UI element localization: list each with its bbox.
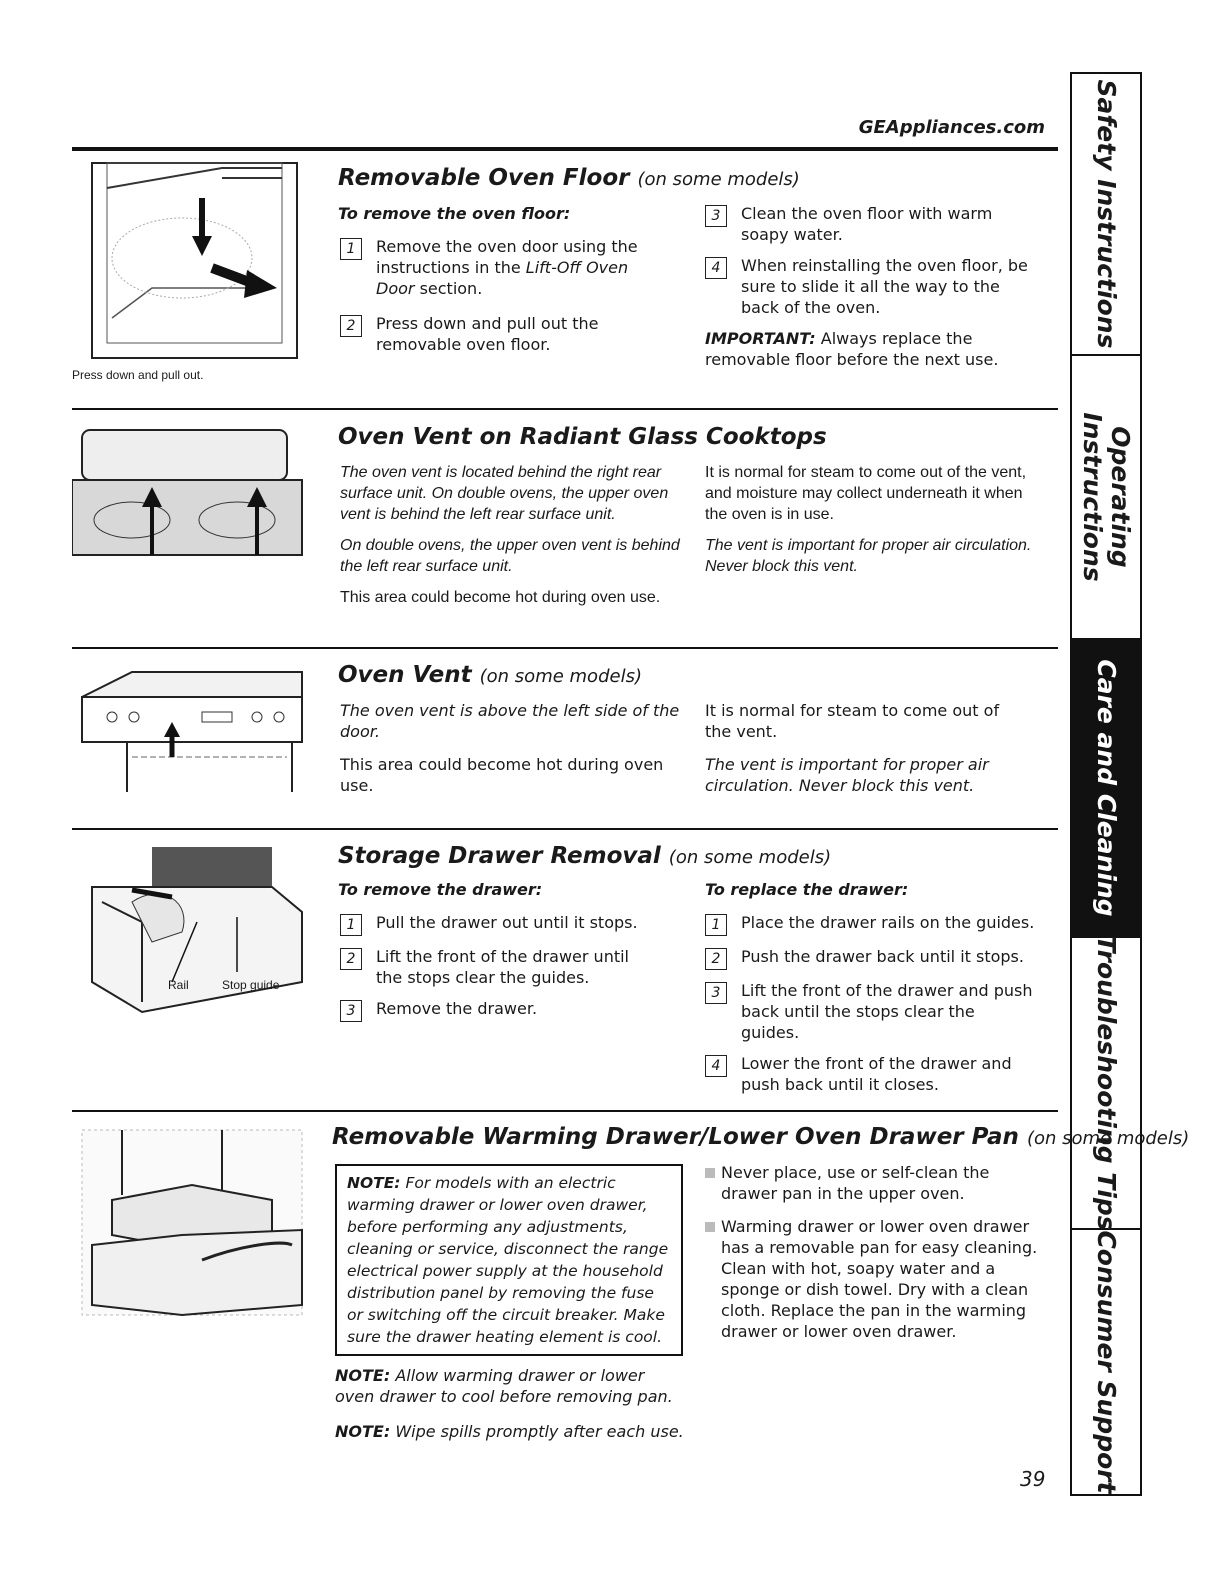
floor-step-3: 3 Clean the oven floor with warm soapy water.	[705, 203, 1035, 245]
glass-p5: The vent is important for proper air circulation. Never block this vent.	[705, 537, 1032, 575]
stop-guide-label: Stop guide	[222, 978, 280, 992]
drawer-replace-step-3: 3 Lift the front of the drawer and push back until the stops clear the guides.	[705, 980, 1035, 1043]
page-number: 39	[1020, 1467, 1046, 1491]
step-number: 3	[705, 982, 727, 1004]
glass-left-col	[340, 462, 680, 608]
vent-p4: The vent is important for proper air circulation. Never block this vent.	[705, 755, 989, 795]
step-number: 2	[705, 948, 727, 970]
tab-consumer-support[interactable]	[1072, 1230, 1140, 1494]
vent-right-col	[705, 700, 1005, 796]
vent-left-col	[340, 700, 680, 796]
tab-safety-instructions[interactable]	[1072, 74, 1140, 356]
warming-drawer-illustration	[72, 1125, 317, 1325]
section-divider	[72, 1110, 1058, 1112]
step-number: 3	[705, 205, 727, 227]
oven-floor-illustration	[72, 158, 312, 368]
glass-right-col	[705, 462, 1040, 577]
tab-label: Care and Cleaning	[1092, 659, 1121, 917]
floor-step-2: 2 Press down and pull out the removable oven floor.	[340, 313, 640, 355]
drawer-replace-step-1: 1 Place the drawer rails on the guides.	[705, 912, 1035, 936]
warming-note-2: NOTE: Allow warming drawer or lower oven drawer to cool before removing pan.	[335, 1366, 673, 1406]
step-number: 1	[340, 238, 362, 260]
warming-title: Removable Warming Drawer/Lower Oven Drawer Pan (on some models)	[332, 1124, 1190, 1150]
glass-title: Oven Vent on Radiant Glass Cooktops	[338, 424, 827, 450]
vent-p3: It is normal for steam to come out of the vent.	[705, 701, 1000, 741]
drawer-remove-step-3: 3 Remove the drawer.	[340, 998, 660, 1022]
warming-note-3: NOTE: Wipe spills promptly after each use.	[335, 1422, 684, 1441]
rail-label: Rail	[168, 978, 189, 992]
section-divider	[72, 647, 1058, 649]
step-number: 4	[705, 257, 727, 279]
glass-cooktop-illustration	[72, 425, 312, 565]
warming-note-box: NOTE: For models with an electric warming drawer or lower oven drawer, before performing any adjustments, cleaning or service, disconnect the range electrical power supply at the household distribution panel by removing the fuse or switching off the circuit breaker. Make sure the drawer heating element is cool.	[335, 1164, 683, 1356]
drawer-remove-step-2: 2 Lift the front of the drawer until the stops clear the guides.	[340, 946, 660, 988]
vent-title: Oven Vent (on some models)	[338, 662, 642, 688]
oven-vent-illustration	[72, 662, 312, 802]
section-divider	[72, 828, 1058, 830]
drawer-replace-heading: To replace the drawer:	[705, 880, 909, 899]
oven-floor-caption: Press down and pull out.	[72, 368, 204, 382]
step-number: 3	[340, 1000, 362, 1022]
drawer-replace-step-4: 4 Lower the front of the drawer and push back until it closes.	[705, 1053, 1035, 1095]
floor-heading: To remove the oven floor:	[338, 204, 571, 223]
bullet-square-icon	[705, 1168, 715, 1178]
floor-step-4: 4 When reinstalling the oven floor, be sure to slide it all the way to the back of the oven.	[705, 255, 1035, 318]
floor-title: Removable Oven Floor (on some models)	[338, 165, 800, 191]
vent-p1: The oven vent is above the left side of the door.	[340, 701, 680, 741]
step-number: 4	[705, 1055, 727, 1077]
bullet-square-icon	[705, 1222, 715, 1232]
step-number: 1	[340, 914, 362, 936]
step-number: 1	[705, 914, 727, 936]
warming-bullets	[705, 1162, 1045, 1342]
drawer-replace-step-2: 2 Push the drawer back until it stops.	[705, 946, 1035, 970]
tab-troubleshooting-tips[interactable]	[1072, 935, 1140, 1231]
drawer-remove-heading: To remove the drawer:	[338, 880, 543, 899]
section-divider	[72, 408, 1058, 410]
floor-steps-right	[705, 203, 1035, 370]
step-number: 2	[340, 315, 362, 337]
tab-operating-instructions[interactable]	[1072, 356, 1140, 640]
tab-label: Safety Instructions	[1092, 79, 1121, 349]
glass-p4: It is normal for steam to come out of the vent, and moisture may collect underneath it when the oven is in use.	[705, 464, 1027, 523]
glass-p1: The oven vent is located behind the right rear surface unit. On double ovens, the upper oven vent is behind the left rear surface unit.	[340, 464, 669, 523]
floor-step-1: 1 Remove the oven door using the instructions in the Lift-Off Oven Door section.	[340, 236, 640, 299]
floor-important: IMPORTANT: Always replace the removable floor before the next use.	[705, 329, 999, 369]
tab-care-and-cleaning[interactable]	[1072, 640, 1140, 938]
drawer-replace-steps	[705, 912, 1035, 1095]
tab-label: Operating Instructions	[1078, 412, 1135, 582]
drawer-title: Storage Drawer Removal (on some models)	[338, 843, 832, 869]
glass-p2: On double ovens, the upper oven vent is behind the left rear surface unit.	[340, 537, 680, 575]
tab-label: Consumer Support	[1092, 1230, 1121, 1494]
site-url: GEAppliances.com	[858, 117, 1045, 138]
glass-p3: This area could become hot during oven use.	[340, 589, 661, 606]
tab-label: Troubleshooting Tips	[1092, 935, 1121, 1231]
step-number: 2	[340, 948, 362, 970]
header-rule	[72, 147, 1058, 151]
floor-steps-left	[340, 236, 640, 355]
warming-bullet-2: Warming drawer or lower oven drawer has a removable pan for easy cleaning. Clean with hot, soapy water and a sponge or dish towel. Dry with a clean cloth. Replace the pan in the warming drawer or lower oven drawer.	[705, 1216, 1045, 1342]
drawer-remove-step-1: 1 Pull the drawer out until it stops.	[340, 912, 660, 936]
section-sidebar	[1070, 72, 1142, 1496]
drawer-remove-steps	[340, 912, 660, 1022]
vent-p2: This area could become hot during oven use.	[340, 755, 664, 795]
warming-bullet-1: Never place, use or self-clean the drawer pan in the upper oven.	[705, 1162, 1045, 1204]
